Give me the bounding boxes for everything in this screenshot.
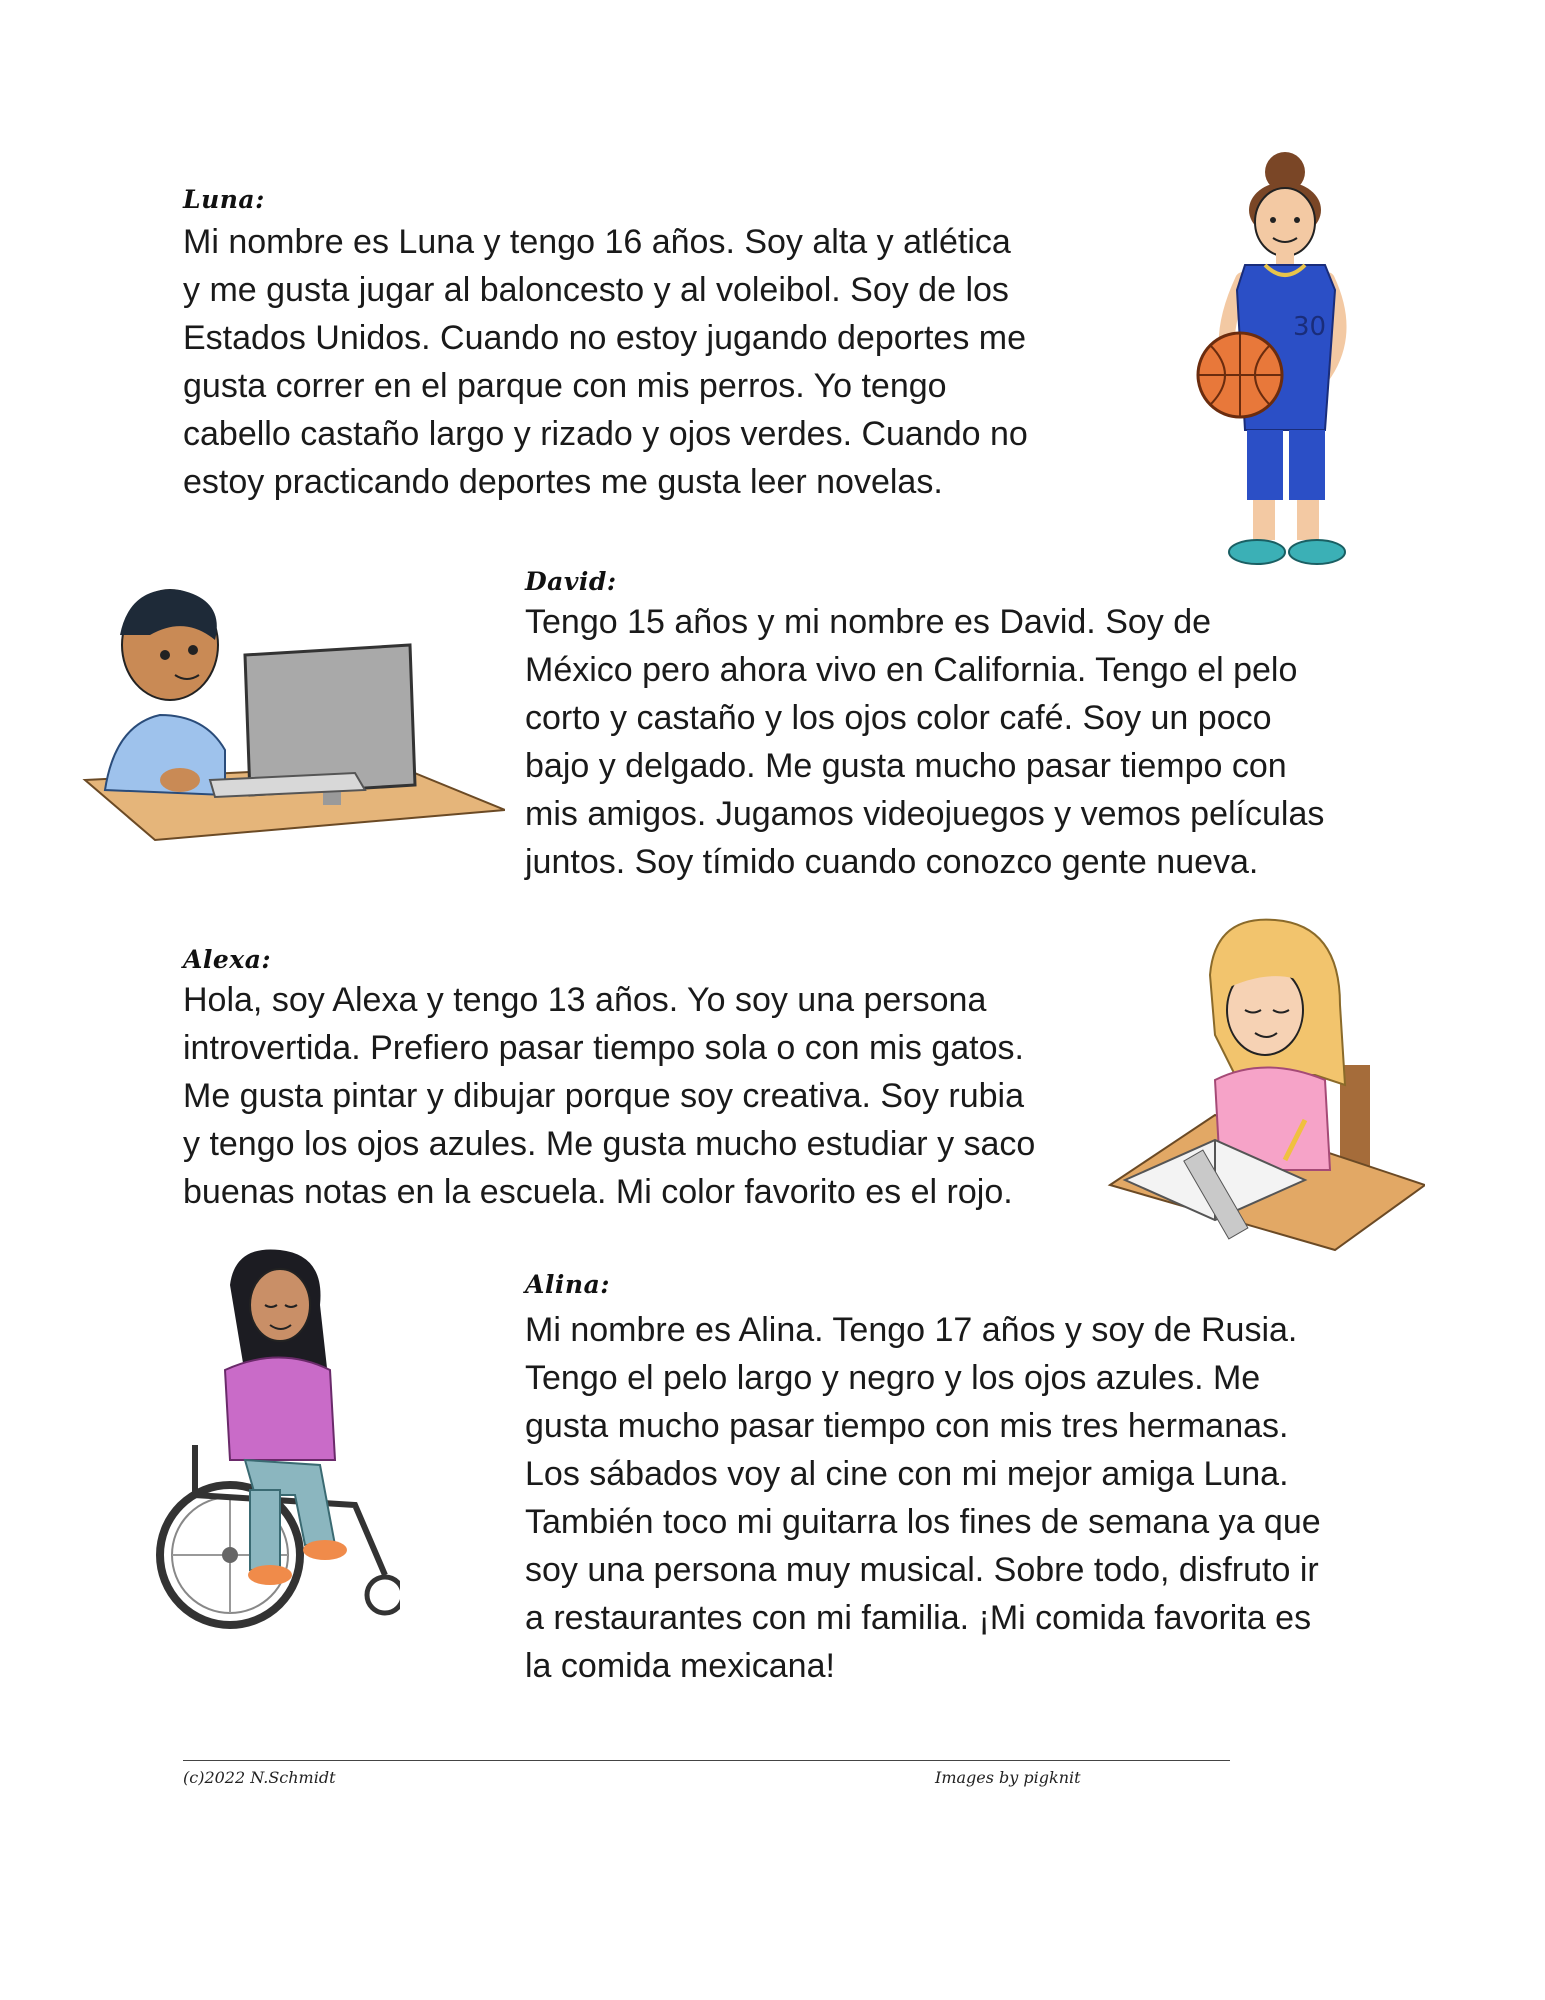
text-line: juntos. Soy tímido cuando conozco gente nueva. xyxy=(525,843,1259,881)
text-line: Tengo 15 años y mi nombre es David. Soy de xyxy=(525,603,1212,641)
footer-copyright: (c)2022 N.Schmidt xyxy=(183,1768,336,1787)
text-line: También toco mi guitarra los fines de semana ya que xyxy=(525,1503,1321,1541)
entry-text-alexa xyxy=(183,976,1035,1216)
entry-name-alexa: Alexa: xyxy=(183,945,272,974)
entry-name-alina: Alina: xyxy=(525,1270,610,1299)
text-line: México pero ahora vivo en California. Tengo el pelo xyxy=(525,651,1298,689)
text-line: cabello castaño largo y rizado y ojos verdes. Cuando no xyxy=(183,415,1028,453)
entry-text-luna xyxy=(183,218,1028,506)
text-line: Me gusta pintar y dibujar porque soy creativa. Soy rubia xyxy=(183,1077,1025,1115)
text-line: gusta correr en el parque con mis perros. Yo tengo xyxy=(183,367,947,405)
text-line: estoy practicando deportes me gusta leer novelas. xyxy=(183,463,943,501)
footer-image-credit: Images by pigknit xyxy=(935,1768,1081,1787)
text-line: bajo y delgado. Me gusta mucho pasar tiempo con xyxy=(525,747,1287,785)
text-line: Tengo el pelo largo y negro y los ojos azules. Me xyxy=(525,1359,1261,1397)
text-line: Hola, soy Alexa y tengo 13 años. Yo soy una persona xyxy=(183,981,987,1019)
text-line: Los sábados voy al cine con mi mejor amiga Luna. xyxy=(525,1455,1289,1493)
text-line: mis amigos. Jugamos videojuegos y vemos películas xyxy=(525,795,1325,833)
girl-studying-illustration xyxy=(1105,915,1425,1255)
text-line: gusta mucho pasar tiempo con mis tres hermanas. xyxy=(525,1407,1289,1445)
jersey-number: 30 xyxy=(1293,312,1327,342)
footer-rule xyxy=(183,1760,1230,1761)
boy-computer-illustration xyxy=(75,575,505,845)
text-line: la comida mexicana! xyxy=(525,1647,835,1685)
entry-name-luna: Luna: xyxy=(183,185,265,214)
text-line: Estados Unidos. Cuando no estoy jugando deportes me xyxy=(183,319,1026,357)
text-line: y me gusta jugar al baloncesto y al voleibol. Soy de los xyxy=(183,271,1009,309)
basketball-player-illustration xyxy=(1165,150,1415,570)
text-line: corto y castaño y los ojos color café. Soy un poco xyxy=(525,699,1272,737)
text-line: a restaurantes con mi familia. ¡Mi comida favorita es xyxy=(525,1599,1312,1637)
text-line: buenas notas en la escuela. Mi color favorito es el rojo. xyxy=(183,1173,1013,1211)
entry-name-david: David: xyxy=(525,567,617,596)
text-line: y tengo los ojos azules. Me gusta mucho estudiar y saco xyxy=(183,1125,1036,1163)
entry-text-alina xyxy=(525,1306,1321,1690)
text-line: introvertida. Prefiero pasar tiempo sola o con mis gatos. xyxy=(183,1029,1024,1067)
text-line: Mi nombre es Alina. Tengo 17 años y soy de Rusia. xyxy=(525,1311,1298,1349)
text-line: soy una persona muy musical. Sobre todo, disfruto ir xyxy=(525,1551,1319,1589)
text-line: Mi nombre es Luna y tengo 16 años. Soy alta y atlética xyxy=(183,223,1011,261)
girl-wheelchair-illustration xyxy=(155,1245,400,1655)
entry-text-david xyxy=(525,598,1324,886)
